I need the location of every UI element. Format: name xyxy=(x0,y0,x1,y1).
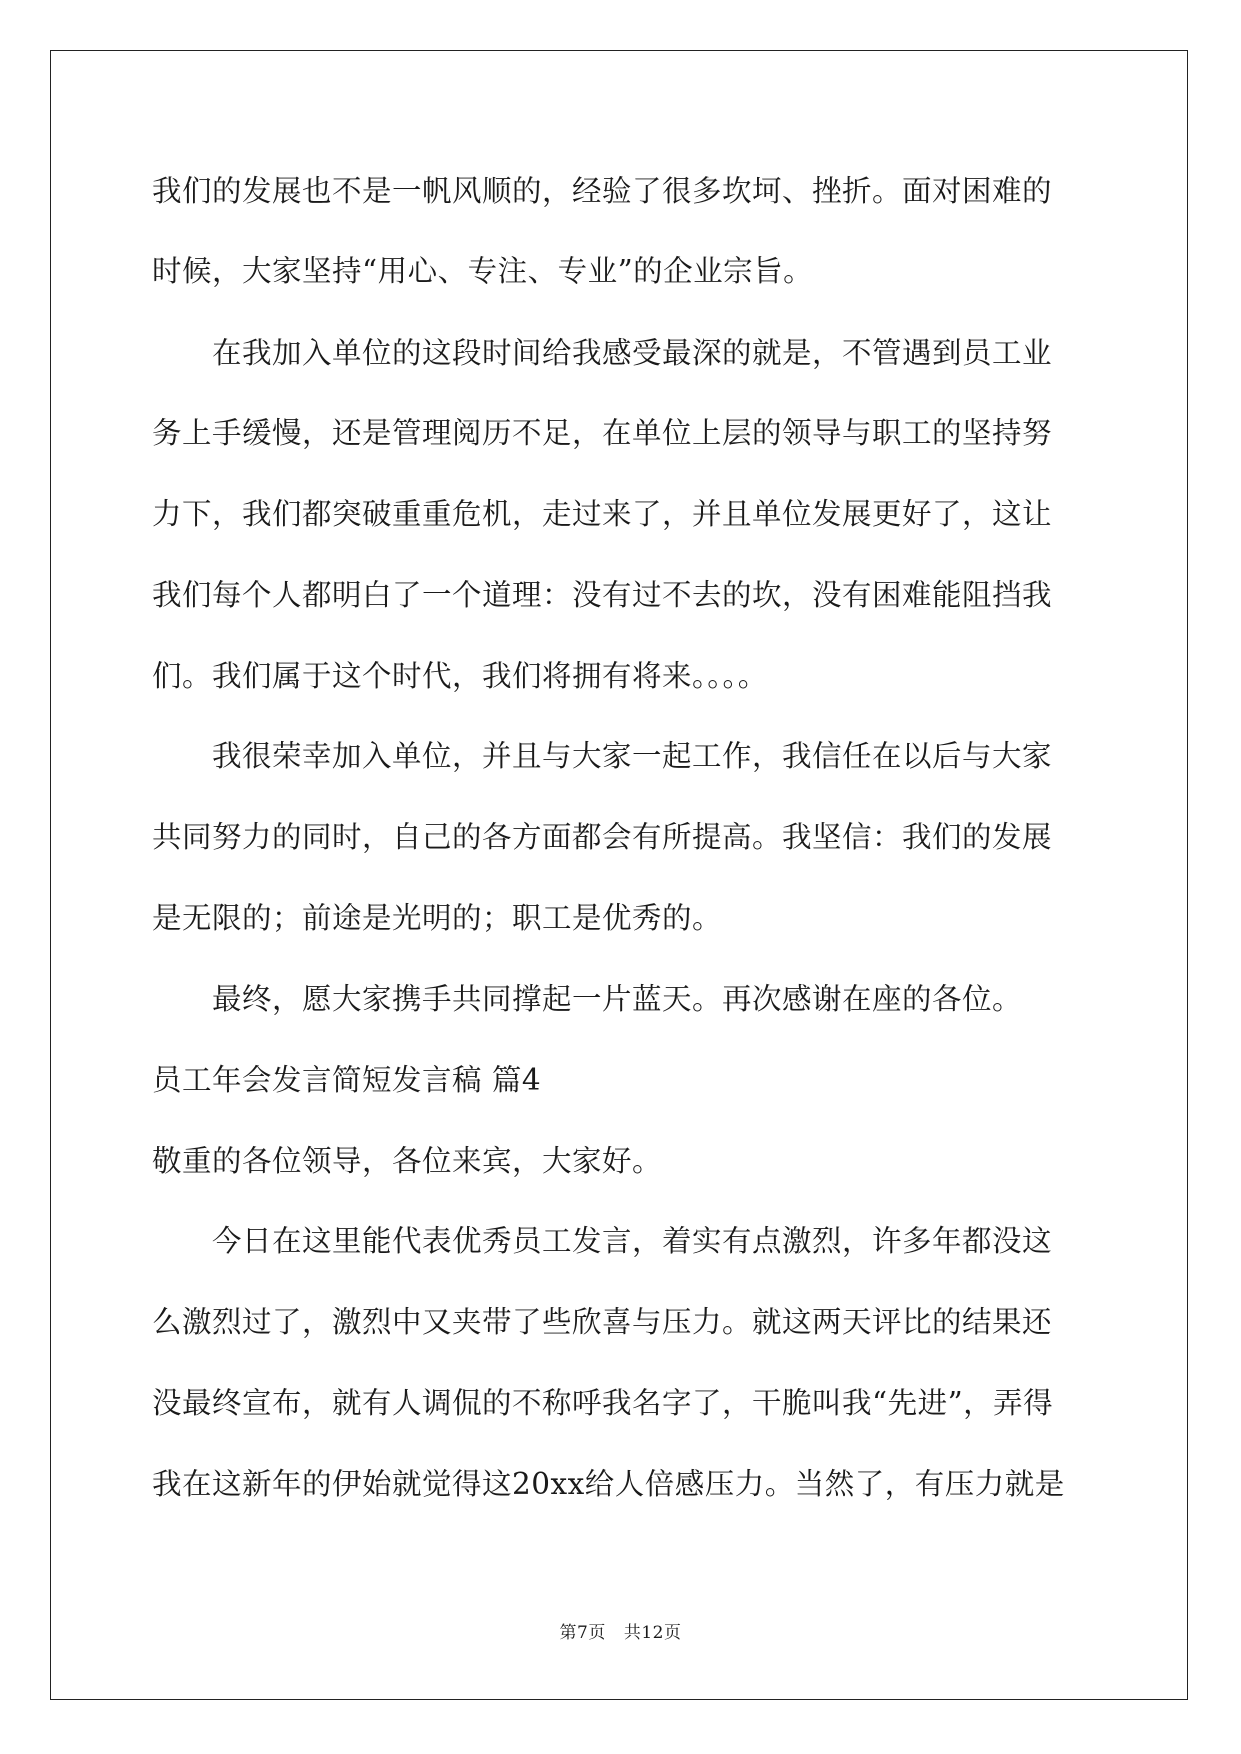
page-total: 共12页 xyxy=(623,1623,682,1643)
body-line-9: 共同努力的同时，自己的各方面都会有所提高。我坚信：我们的发展 xyxy=(152,820,1053,854)
body-line-1: 我们的发展也不是一帆风顺的，经验了很多坎坷、挫折。面对困难的 xyxy=(152,174,1053,208)
page-footer xyxy=(0,1623,1241,1643)
body-line-11: 最终，愿大家携手共同撑起一片蓝天。再次感谢在座的各位。 xyxy=(152,982,1023,1016)
body-line-16: 没最终宣布，就有人调侃的不称呼我名字了，干脆叫我“先进”，弄得 xyxy=(152,1386,1054,1420)
body-line-17: 我在这新年的伊始就觉得这20xx给人倍感压力。当然了，有压力就是 xyxy=(152,1467,1065,1501)
body-line-7: 们。我们属于这个时代，我们将拥有将来。。。。 xyxy=(152,659,768,693)
body-line-15: 么激烈过了，激烈中又夹带了些欣喜与压力。就这两天评比的结果还 xyxy=(152,1305,1053,1339)
body-line-3: 在我加入单位的这段时间给我感受最深的就是，不管遇到员工业 xyxy=(152,336,1053,370)
body-line-10: 是无限的；前途是光明的；职工是优秀的。 xyxy=(152,901,723,935)
body-line-14: 今日在这里能代表优秀员工发言，着实有点激烈，许多年都没这 xyxy=(152,1224,1053,1258)
section-heading: 员工年会发言简短发言稿 篇4 xyxy=(152,1063,542,1097)
body-line-13: 敬重的各位领导，各位来宾，大家好。 xyxy=(152,1144,663,1178)
body-line-4: 务上手缓慢，还是管理阅历不足，在单位上层的领导与职工的坚持努 xyxy=(152,416,1053,450)
body-line-8: 我很荣幸加入单位，并且与大家一起工作，我信任在以后与大家 xyxy=(152,739,1053,773)
body-line-5: 力下，我们都突破重重危机，走过来了，并且单位发展更好了，这让 xyxy=(152,497,1053,531)
page-border xyxy=(50,50,1188,1700)
page-number: 第7页 xyxy=(559,1623,606,1643)
body-line-2: 时候，大家坚持“用心、专注、专业”的企业宗旨。 xyxy=(152,254,814,288)
body-line-6: 我们每个人都明白了一个道理：没有过不去的坎，没有困难能阻挡我 xyxy=(152,578,1053,612)
